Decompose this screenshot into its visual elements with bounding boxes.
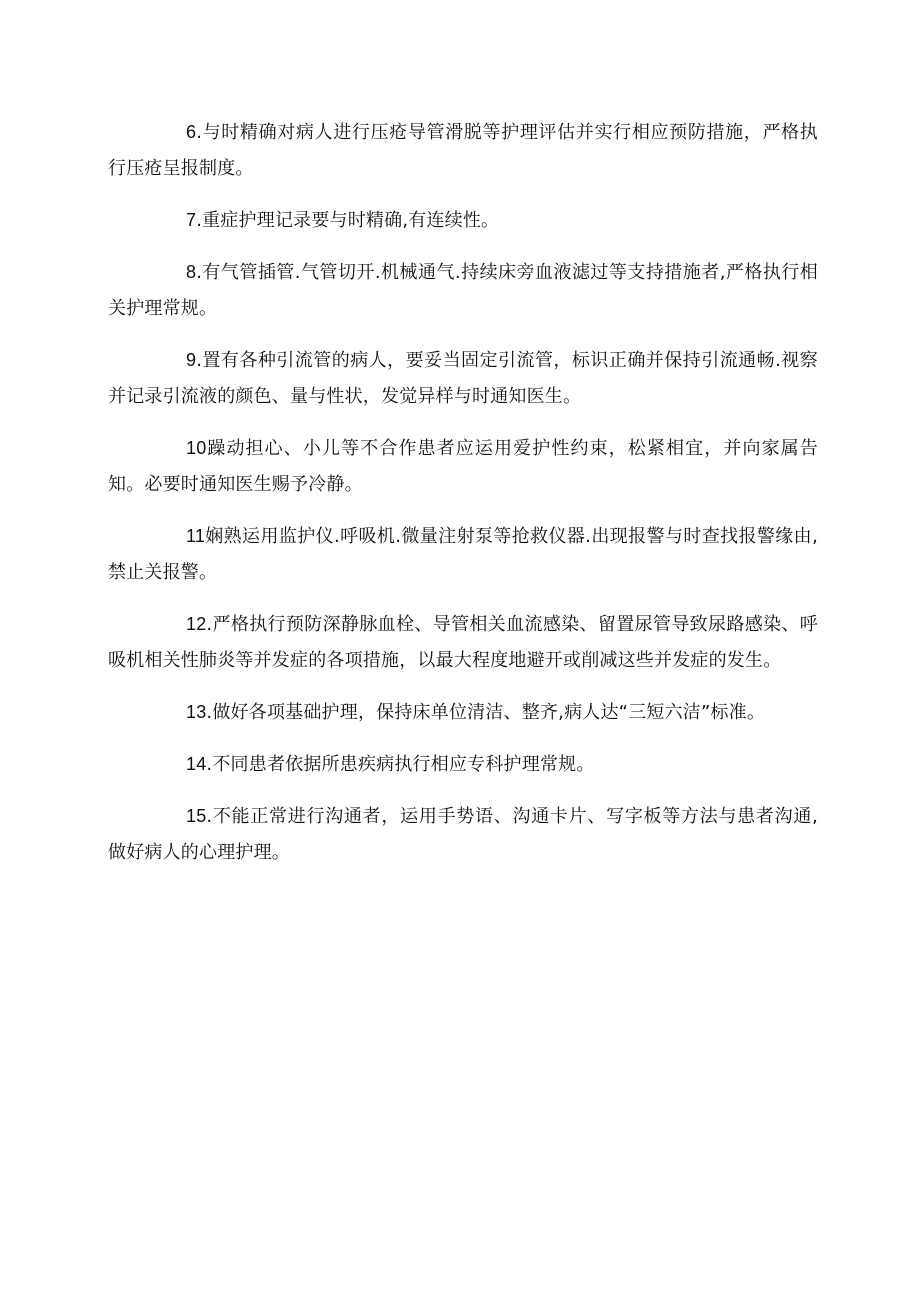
list-item xyxy=(108,430,818,503)
list-item xyxy=(108,798,818,871)
item-number: 14 xyxy=(186,754,207,774)
item-text: 躁动担心、小儿等不合作患者应运用爱护性约束，松紧相宜，并向家属告知。必要时通知医生赐予冷静。 xyxy=(108,438,818,495)
item-number: 8 xyxy=(186,262,197,282)
list-item xyxy=(108,254,818,327)
list-item xyxy=(108,342,818,415)
item-number: 7 xyxy=(186,210,197,230)
item-text: .严格执行预防深静脉血栓、导管相关血流感染、留置尿管导致尿路感染、呼吸机相关性肺炎等并发症的各项措施，以最大程度地避开或削减这些并发症的发生。 xyxy=(108,614,818,671)
item-number: 9 xyxy=(186,350,197,370)
item-text: .不能正常进行沟通者，运用手势语、沟通卡片、写字板等方法与患者沟通,做好病人的心理护理。 xyxy=(108,806,818,863)
item-number: 12 xyxy=(186,614,207,634)
item-number: 11 xyxy=(186,526,206,546)
item-text: .不同患者依据所患疾病执行相应专科护理常规。 xyxy=(206,754,595,775)
item-text: .做好各项基础护理，保持床单位清洁、整齐,病人达“三短六洁”标准。 xyxy=(206,702,766,723)
item-text: 娴熟运用监护仪.呼吸机.微量注射泵等抢救仪器.出现报警与时查找报警缘由,禁止关报警。 xyxy=(108,526,818,583)
list-item xyxy=(108,202,818,239)
list-item xyxy=(108,518,818,591)
item-text: .与时精确对病人进行压疮导管滑脱等护理评估并实行相应预防措施，严格执行压疮呈报制度。 xyxy=(108,122,818,179)
list-item xyxy=(108,694,818,731)
list-item xyxy=(108,606,818,679)
item-number: 15 xyxy=(186,806,207,826)
item-text: .有气管插管.气管切开.机械通气.持续床旁血液滤过等支持措施者,严格执行相关护理常规。 xyxy=(108,262,818,319)
list-item xyxy=(108,114,818,187)
item-number: 6 xyxy=(186,122,197,142)
document-body xyxy=(108,114,818,886)
item-text: .置有各种引流管的病人，要妥当固定引流管，标识正确并保持引流通畅.视察并记录引流液的颜色、量与性状，发觉异样与时通知医生。 xyxy=(108,350,818,407)
item-number: 13 xyxy=(186,702,207,722)
list-item xyxy=(108,746,818,783)
item-text: .重症护理记录要与时精确,有连续性。 xyxy=(196,210,500,231)
item-number: 10 xyxy=(186,438,207,458)
